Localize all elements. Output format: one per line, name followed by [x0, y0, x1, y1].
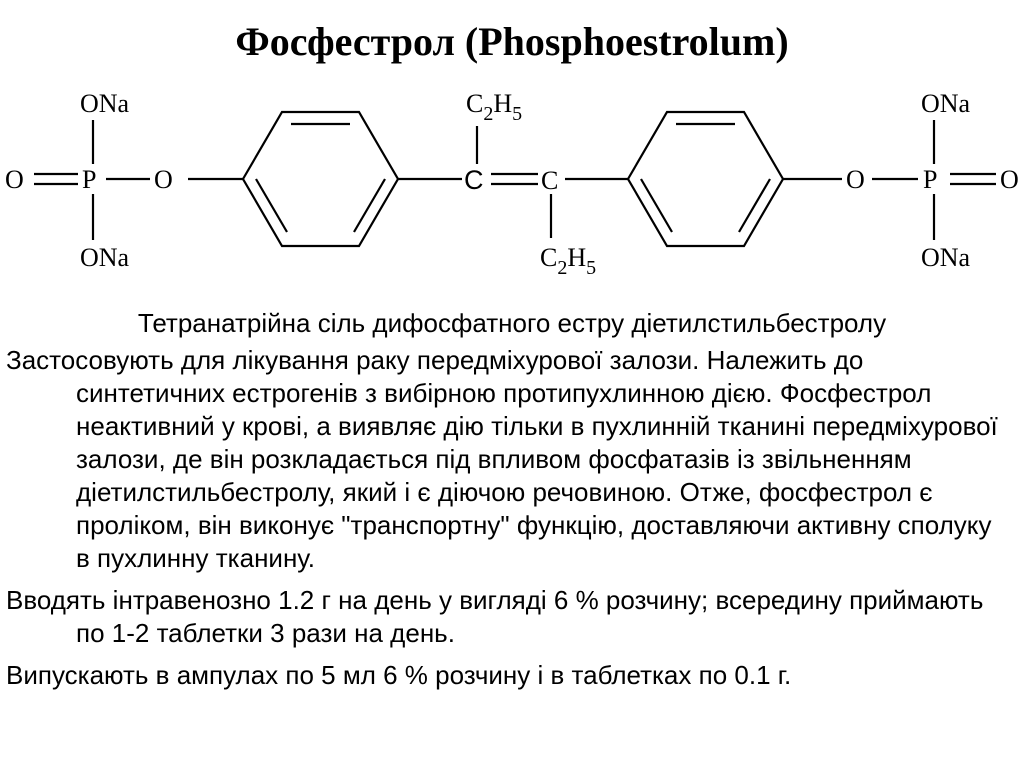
left-bottom-ona-label: ONa [80, 243, 130, 272]
central-carbon-left-label: C [464, 165, 484, 195]
slide-title: Фосфестрол (Phosphoestrolum) [235, 19, 789, 64]
description-text [6, 344, 1012, 701]
paragraph-dosage: Вводять інтравенозно 1.2 г на день у вигляді 6 % розчину; всередину приймають по 1-2 таблетки 3 рази на день. [6, 585, 984, 648]
left-p-label: P [82, 165, 97, 194]
top-ethyl-label: $C_2H_5$ [466, 89, 523, 125]
left-top-ona-label: ONa [80, 89, 130, 118]
fosfestrol-structural-formula [0, 80, 1024, 280]
compound-caption: Тетранатрійна сіль дифосфатного естру діетилстильбестролу [137, 308, 887, 338]
right-ester-o-label: O [846, 165, 865, 194]
right-top-ona-label: ONa [921, 89, 971, 118]
paragraph-release-forms: Випускають в ампулах по 5 мл 6 % розчину і в таблетках по 0.1 г. [6, 660, 792, 690]
paragraph-usage: Застосовують для лікування раку передміхурової залози. Належить до синтетичних естрогенів з вибірною протипухлинною дією. Фосфестрол неактивний у крові, а виявляє дію тільки в пухлинній тканині передміхурової залози, де він розкладається під впливом фосфатазів із звільненням діетилстильбестролу, який і є діючою речовиною. Отже, фосфестрол є проліком, він виконує "транспортну" функцію, доставляючи активну сполуку в пухлинну тканину. [6, 345, 998, 573]
left-oxo-o-label: O [5, 165, 24, 194]
left-ester-o-label: O [154, 165, 173, 194]
right-oxo-o-label: O [1000, 165, 1019, 194]
bottom-ethyl-label: $C_2H_5$ [540, 243, 597, 279]
right-p-label: P [923, 165, 938, 194]
central-carbon-right-label: C [541, 166, 559, 195]
right-bottom-ona-label: ONa [921, 243, 971, 272]
